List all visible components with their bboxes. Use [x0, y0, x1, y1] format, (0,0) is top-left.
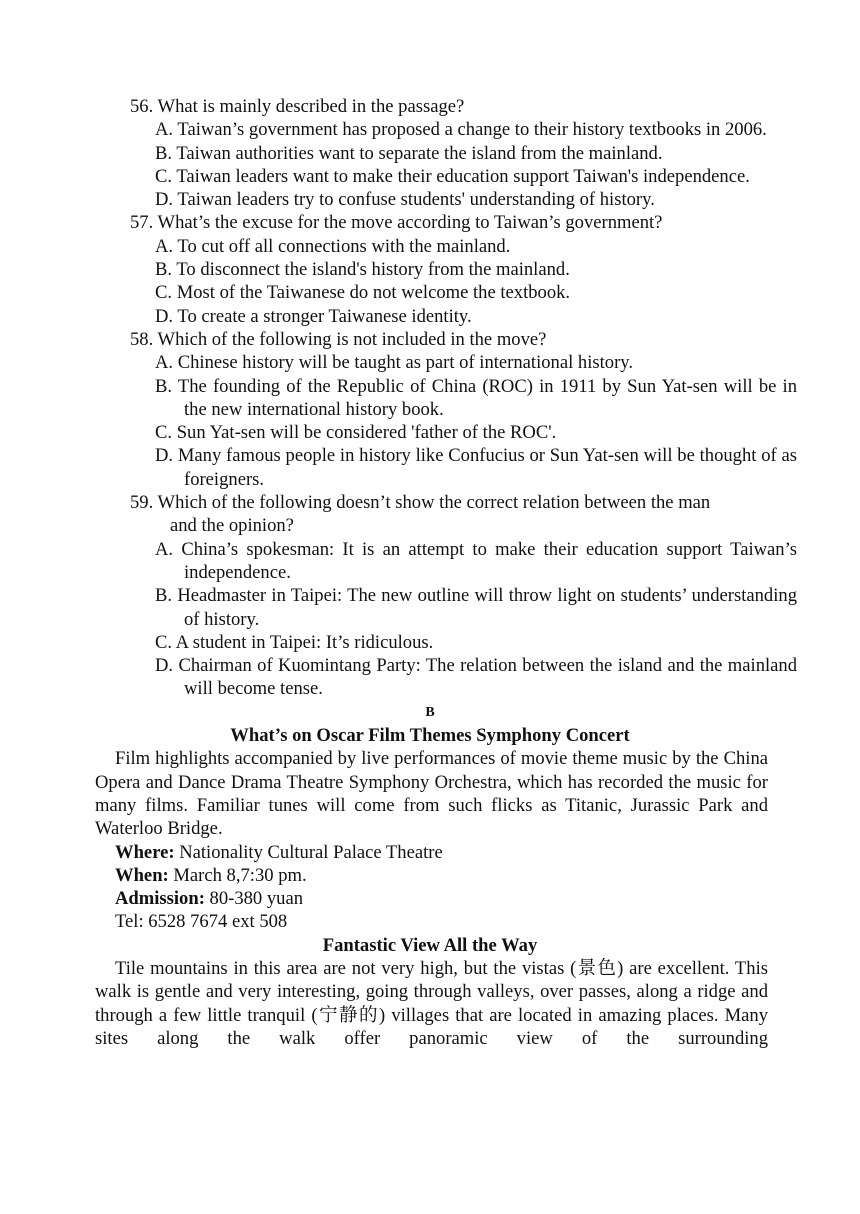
question-stem: 58. Which of the following is not included in the move?: [130, 328, 547, 350]
when-label: When:: [115, 864, 169, 886]
exam-page: [0, 95, 860, 1050]
where-label: Where:: [115, 841, 175, 863]
question-stem-continued: and the opinion?: [170, 515, 294, 537]
option-b: B. Taiwan authorities want to separate the island from the mainland.: [155, 142, 663, 164]
concert-when: [115, 864, 860, 887]
option-c: C. A student in Taipei: It’s ridiculous.: [155, 631, 434, 653]
concert-description: Film highlights accompanied by live performances of movie theme music by the China Opera and Dance Drama Theatre Symphony Orchestra, which has recorded the music for many films. Familiar tunes will come from such flicks as Titanic, Jurassic Park and Waterloo Bridge.: [95, 748, 768, 840]
option-c: C. Most of the Taiwanese do not welcome the textbook.: [155, 282, 571, 304]
option-b: B. Headmaster in Taipei: The new outline will throw light on students’ understanding of history.: [155, 585, 797, 630]
option-b: B. The founding of the Republic of China (ROC) in 1911 by Sun Yat-sen will be in the new international history book.: [155, 375, 797, 420]
when-value: March 8,7:30 pm.: [168, 864, 307, 886]
option-c: C. Sun Yat-sen will be considered 'father of the ROC'.: [155, 422, 557, 444]
where-value: Nationality Cultural Palace Theatre: [174, 841, 443, 863]
option-d: D. Taiwan leaders try to confuse students' understanding of history.: [155, 189, 655, 211]
question-stem: 59. Which of the following doesn’t show the correct relation between the man: [130, 492, 711, 514]
admission-label: Admission:: [115, 888, 205, 910]
question-stem: 57. What’s the excuse for the move according to Taiwan’s government?: [130, 212, 663, 234]
concert-where: [115, 841, 860, 864]
option-a: A. Taiwan’s government has proposed a change to their history textbooks in 2006.: [155, 119, 767, 141]
walk-title: Fantastic View All the Way: [322, 934, 538, 956]
concert-tel: Tel: 6528 7674 ext 508: [115, 911, 288, 933]
section-letter: B: [425, 704, 435, 720]
option-d: D. Chairman of Kuomintang Party: The relation between the island and the mainland will become tense.: [155, 655, 797, 700]
concert-title: What’s on Oscar Film Themes Symphony Concert: [230, 725, 630, 747]
concert-admission: [115, 887, 860, 910]
option-b: B. To disconnect the island's history from the mainland.: [155, 259, 570, 281]
option-d: D. Many famous people in history like Confucius or Sun Yat-sen will be thought of as foreigners.: [155, 445, 797, 490]
option-d: D. To create a stronger Taiwanese identity.: [155, 305, 472, 327]
option-a: A. Chinese history will be taught as part of international history.: [155, 352, 634, 374]
option-a: A. China’s spokesman: It is an attempt to make their education support Taiwan’s independence.: [155, 538, 797, 583]
question-stem: 56. What is mainly described in the passage?: [130, 96, 465, 117]
walk-description: Tile mountains in this area are not very high, but the vistas (景色) are excellent. This walk is gentle and very interesting, going through valleys, over passes, along a ridge and through a few little tranquil (宁静的) villages that are located in amazing places. Many sites along the walk offer panoramic view of the surrounding: [95, 957, 768, 1049]
option-a: A. To cut off all connections with the mainland.: [155, 235, 511, 257]
admission-value: 80-380 yuan: [204, 888, 304, 910]
option-c: C. Taiwan leaders want to make their education support Taiwan's independence.: [155, 165, 750, 187]
